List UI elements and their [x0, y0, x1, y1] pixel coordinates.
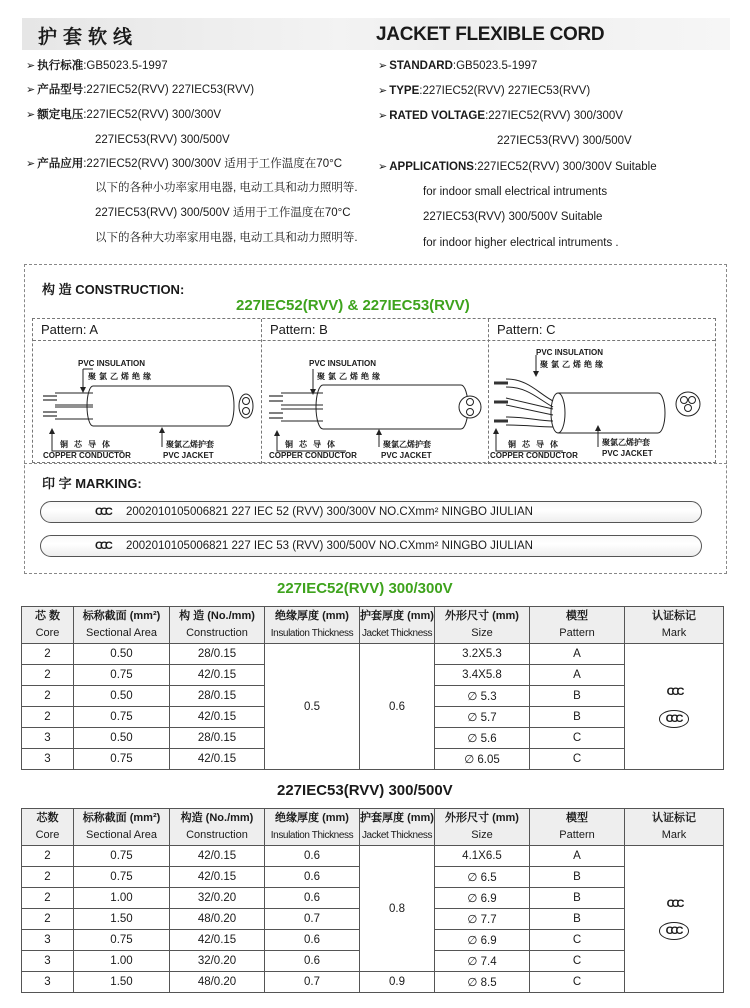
table-row: 2 0.75 42/0.15 0.6 0.8 4.1X6.5 A CCC CCC: [22, 846, 724, 867]
col-core: 芯数 Core: [22, 809, 74, 846]
pattern-b-label: Pattern: B: [270, 322, 328, 337]
spec-application-cn-line3: 227IEC53(RVV) 300/500V 适用于工作温度在70°C: [95, 207, 351, 219]
table-row: 2 1.00 32/0.20 0.6 ∅ 6.9 B: [22, 888, 724, 909]
arrow-bullet-icon: ➢: [378, 85, 388, 97]
table-row: 3 1.00 32/0.20 0.6 ∅ 7.4 C: [22, 951, 724, 972]
col-insulation: 绝缘厚度 (mm) Insulation Thickness: [265, 809, 360, 846]
col-area: 标称截面 (mm²) Sectional Area: [74, 607, 170, 644]
table52: [21, 606, 724, 770]
page-title-en: JACKET FLEXIBLE CORD: [376, 24, 605, 45]
marking-strip-52: [40, 501, 702, 523]
col-pattern: 模型 Pattern: [530, 809, 625, 846]
arrow-bullet-icon: ➢: [26, 109, 36, 121]
jacket-label-cn: 聚氯乙烯护套: [383, 440, 431, 449]
arrow-bullet-icon: ➢: [378, 60, 388, 72]
col-insulation: 绝缘厚度 (mm) Insulation Thickness: [265, 607, 360, 644]
conductor-label-en: COPPER CONDUCTOR: [43, 451, 131, 460]
spec-standard-cn: ➢ 执行标准:GB5023.5-1997: [26, 60, 168, 72]
ccc-circled-icon: CCC: [659, 710, 690, 728]
table-row: 3 0.50 28/0.15 ∅ 5.6 C: [22, 728, 724, 749]
col-jacket: 护套厚度 (mm) Jacket Thickness: [360, 607, 435, 644]
spec-application-en-line3: 227IEC53(RVV) 300/500V Suitable: [423, 211, 603, 223]
page-title-cn: 护套软线: [38, 27, 139, 48]
jacket-label-en: PVC JACKET: [381, 451, 432, 460]
spec-application-en: ➢ APPLICATIONS:227IEC52(RVV) 300/300V Suitable: [378, 161, 657, 173]
jacket-merged: 0.6: [360, 644, 435, 770]
spec-application-cn: ➢ 产品应用:227IEC52(RVV) 300/300V 适用于工作温度在70°C: [26, 158, 342, 170]
spec-voltage-en-cont: 227IEC53(RVV) 300/500V: [497, 135, 632, 147]
spec-application-cn-line4: 以下的各种大功率家用电器, 电动工具和动力照明等.: [95, 232, 358, 244]
insulation-label-en: PVC INSULATION: [536, 348, 603, 357]
table-row: 2 1.50 48/0.20 0.7 ∅ 7.7 B: [22, 909, 724, 930]
col-size: 外形尺寸 (mm) Size: [435, 809, 530, 846]
table52-title: 227IEC52(RVV) 300/300V: [277, 580, 453, 597]
marking-text-53: 2002010105006821 227 IEC 53 (RVV) 300/500V NO.CXmm² NINGBO JIULIAN: [126, 540, 533, 552]
col-size: 外形尺寸 (mm) Size: [435, 607, 530, 644]
marking-text-52: 2002010105006821 227 IEC 52 (RVV) 300/300V NO.CXmm² NINGBO JIULIAN: [126, 506, 533, 518]
table53-title: 227IEC53(RVV) 300/500V: [277, 782, 453, 799]
spec-application-cn-line2: 以下的各种小功率家用电器, 电动工具和动力照明等.: [95, 182, 358, 194]
pattern-header-row: [33, 319, 715, 341]
col-core: 芯 数 Core: [22, 607, 74, 644]
conductor-label-cn: 铜芯导体: [508, 440, 564, 449]
table-row: 2 0.50 28/0.15 ∅ 5.3 B: [22, 686, 724, 707]
marking-strip-53: [40, 535, 702, 557]
col-jacket: 护套厚度 (mm) Jacket Thickness: [360, 809, 435, 846]
table53-header-row: [22, 809, 724, 846]
pattern-c-diagram: [488, 341, 717, 463]
conductor-label-en: COPPER CONDUCTOR: [490, 451, 578, 460]
table-row: 2 0.50 28/0.15 0.5 0.6 3.2X5.3 A CCC CCC: [22, 644, 724, 665]
ccc-circled-icon: CCC: [659, 922, 690, 940]
spec-standard-en: ➢ STANDARD:GB5023.5-1997: [378, 60, 538, 72]
spec-voltage-en: ➢ RATED VOLTAGE:227IEC52(RVV) 300/300V: [378, 110, 623, 122]
spec-voltage-cn: ➢ 额定电压:227IEC52(RVV) 300/300V: [26, 109, 222, 121]
ccc-icon: CCC: [95, 506, 110, 518]
pattern-a-diagram: [33, 341, 261, 463]
marking-divider: [24, 463, 727, 464]
ccc-icon: CCC: [95, 540, 110, 552]
insulation-label-en: PVC INSULATION: [309, 359, 376, 368]
mark-cell: [625, 644, 724, 770]
table-row: 3 1.50 48/0.20 0.7 0.9 ∅ 8.5 C: [22, 972, 724, 993]
mark-cell: [625, 846, 724, 993]
col-pattern: 模型 Pattern: [530, 607, 625, 644]
table-row: 2 0.75 42/0.15 0.6 ∅ 6.5 B: [22, 867, 724, 888]
arrow-bullet-icon: ➢: [26, 158, 36, 170]
pattern-b-diagram: [261, 341, 488, 463]
jacket-label-cn: 聚氯乙烯护套: [166, 440, 214, 449]
pattern-c-label: Pattern: C: [497, 322, 556, 337]
insulation-label-cn: 聚氯乙烯绝缘: [540, 360, 606, 369]
col-mark: 认证标记 Mark: [625, 607, 724, 644]
spec-application-en-line4: for indoor higher electrical intruments .: [423, 237, 619, 249]
spec-voltage-cn-cont: 227IEC53(RVV) 300/500V: [95, 134, 230, 146]
ccc-icon: CCC: [666, 898, 682, 910]
table-row: 3 0.75 42/0.15 ∅ 6.05 C: [22, 749, 724, 770]
arrow-bullet-icon: ➢: [26, 60, 36, 72]
insulation-label-en: PVC INSULATION: [78, 359, 145, 368]
jacket-label-en: PVC JACKET: [602, 449, 653, 458]
arrow-bullet-icon: ➢: [378, 110, 388, 122]
ccc-icon: CCC: [666, 685, 682, 698]
pattern-table: [32, 318, 716, 463]
arrow-bullet-icon: ➢: [26, 84, 36, 96]
pattern-a-label: Pattern: A: [41, 322, 99, 337]
insulation-label-cn: 聚氯乙烯绝缘: [317, 372, 383, 381]
jacket-label-cn: 聚氯乙烯护套: [602, 438, 650, 447]
spec-type-en: ➢ TYPE:227IEC52(RVV) 227IEC53(RVV): [378, 85, 591, 97]
arrow-bullet-icon: ➢: [378, 161, 388, 173]
conductor-label-cn: 铜芯导体: [285, 440, 341, 449]
spec-application-en-line2: for indoor small electrical intruments: [423, 186, 608, 198]
table-row: 2 0.75 42/0.15 3.4X5.8 A: [22, 665, 724, 686]
table53: [21, 808, 724, 993]
col-construction: 构造 (No./mm) Construction: [170, 809, 265, 846]
jacket-merged: 0.8: [360, 846, 435, 972]
col-construction: 构 造 (No./mm) Construction: [170, 607, 265, 644]
construction-heading: 构 造 CONSTRUCTION:: [42, 282, 185, 297]
insulation-label-cn: 聚氯乙烯绝缘: [88, 372, 154, 381]
table-row: 3 0.75 42/0.15 0.6 ∅ 6.9 C: [22, 930, 724, 951]
insulation-merged: 0.5: [265, 644, 360, 770]
spec-type-cn: ➢ 产品型号:227IEC52(RVV) 227IEC53(RVV): [26, 84, 255, 96]
jacket-label-en: PVC JACKET: [163, 451, 214, 460]
col-mark: 认证标记 Mark: [625, 809, 724, 846]
col-area: 标称截面 (mm²) Sectional Area: [74, 809, 170, 846]
conductor-label-en: COPPER CONDUCTOR: [269, 451, 357, 460]
table52-header-row: [22, 607, 724, 644]
construction-subtitle: 227IEC52(RVV) & 227IEC53(RVV): [236, 297, 470, 314]
table-row: 2 0.75 42/0.15 ∅ 5.7 B: [22, 707, 724, 728]
marking-heading: 印 字 MARKING:: [42, 476, 142, 491]
conductor-label-cn: 铜芯导体: [60, 440, 116, 449]
